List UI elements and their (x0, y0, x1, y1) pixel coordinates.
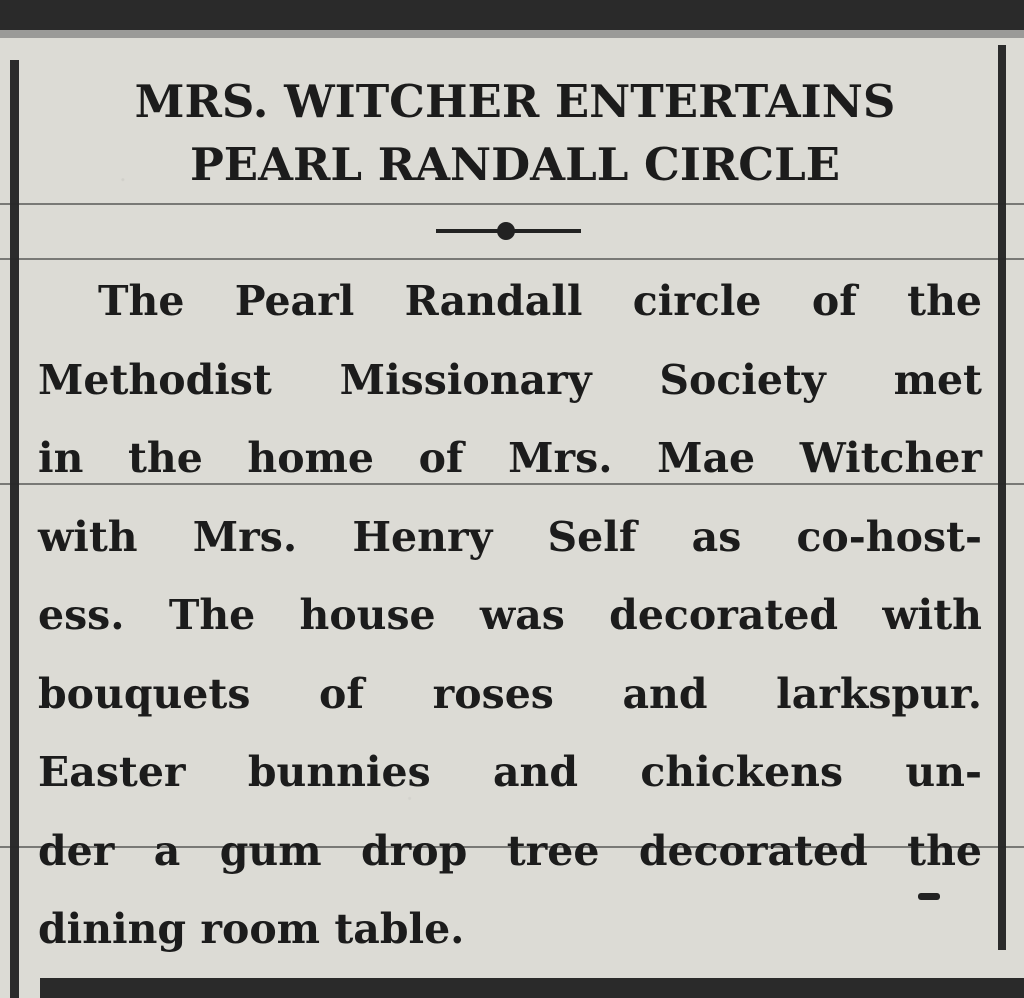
article-line: with Mrs. Henry Self as co-host- (38, 512, 982, 561)
headline-divider-ornament (436, 222, 581, 240)
headline-line-2: PEARL RANDALL CIRCLE (189, 138, 841, 191)
article-line: der a gum drop tree decorated the (38, 826, 982, 875)
article-line: bouquets of roses and larkspur. (38, 669, 982, 718)
right-column-rule (998, 45, 1006, 950)
top-border-shadow (0, 30, 1024, 38)
article-line: dining room table. (38, 905, 465, 953)
top-border-bar (0, 0, 1024, 30)
article-line: in the home of Mrs. Mae Witcher (38, 434, 982, 482)
left-column-rule (10, 60, 19, 998)
divider-dot (497, 222, 515, 240)
end-of-article-mark (918, 893, 940, 900)
headline-line-1: MRS. WITCHER ENTERTAINS (134, 75, 896, 128)
scan-line (0, 258, 1024, 260)
bottom-border-bar (40, 978, 1024, 998)
article-line: The Pearl Randall circle of the (98, 277, 982, 325)
article-headline (40, 70, 990, 196)
scan-line (0, 203, 1024, 205)
article-line: Easter bunnies and chickens un- (38, 748, 982, 796)
article-body (38, 262, 982, 969)
article-line: ess. The house was decorated with (38, 591, 982, 639)
article-line: Methodist Missionary Society met (38, 355, 982, 404)
